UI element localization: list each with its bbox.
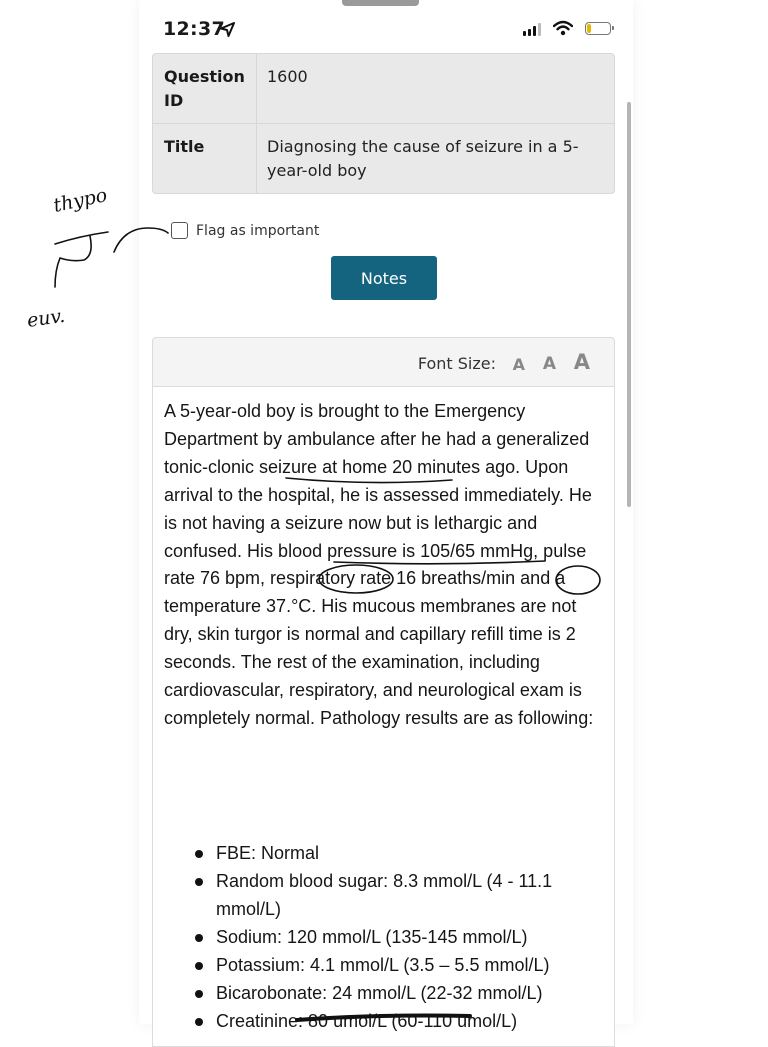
result-item: Bicarobonate: 24 mmol/L (22-32 mmol/L)	[164, 979, 609, 1007]
location-arrow-icon	[220, 22, 235, 37]
result-item: Creatinine: 80 umol/L (60-110 umol/L)	[164, 1007, 609, 1035]
font-size-large-button[interactable]: A	[573, 350, 590, 374]
flag-checkbox[interactable]	[171, 222, 188, 239]
result-item: Sodium: 120 mmol/L (135-145 mmol/L)	[164, 923, 609, 951]
question-info-table	[152, 53, 615, 194]
scrollbar[interactable]	[627, 102, 631, 507]
handwriting-bottom: euv.	[25, 304, 67, 332]
title-label: Title	[153, 124, 257, 193]
title-value: Diagnosing the cause of seizure in a 5-year-old boy	[267, 137, 579, 180]
question-id-value: 1600	[267, 67, 308, 86]
pen-stroke-hook	[55, 236, 91, 287]
question-id-row	[153, 54, 614, 123]
flag-important-toggle[interactable]	[171, 222, 319, 239]
question-id-label: Question ID	[153, 54, 257, 123]
notes-button[interactable]: Notes	[331, 256, 437, 300]
font-size-bar	[152, 337, 615, 387]
drag-handle[interactable]	[342, 0, 419, 6]
font-size-small-button[interactable]: A	[512, 355, 525, 374]
result-item: FBE: Normal	[164, 839, 609, 867]
question-stem: A 5-year-old boy is brought to the Emergency Department by ambulance after he had a generalized tonic-clonic seizure at home 20 minutes ago. Upon arrival to the hospital, he is assessed immediately. He is not having a seizure now but is lethargic and confused. His blood pressure is 105/65 mmHg, pulse rate 76 bpm, respiratory rate 16 breaths/min and a temperature 37.°C. His mucous membranes are not dry, skin turgor is normal and capillary refill time is 2 seconds. The rest of the examination, including cardiovascular, respiratory, and neurological exam is completely normal. Pathology results are as following:	[164, 401, 594, 728]
question-content	[152, 387, 615, 1047]
font-size-label: Font Size:	[417, 354, 496, 373]
result-item: Random blood sugar: 8.3 mmol/L (4 - 11.1 mmol/L)	[164, 867, 609, 923]
result-item: Potassium: 4.1 mmol/L (3.5 – 5.5 mmol/L)	[164, 951, 609, 979]
wifi-icon	[553, 20, 573, 36]
cellular-signal-icon	[523, 22, 541, 36]
flag-label: Flag as important	[196, 222, 320, 239]
status-time: 12:37	[163, 18, 225, 40]
battery-icon	[585, 22, 611, 35]
font-size-medium-button[interactable]: A	[542, 354, 556, 374]
status-bar	[139, 14, 633, 44]
title-row	[153, 123, 614, 193]
pathology-results-list	[164, 839, 609, 1035]
pen-stroke-divider	[55, 232, 108, 244]
handwriting-top: thypo	[51, 184, 110, 217]
